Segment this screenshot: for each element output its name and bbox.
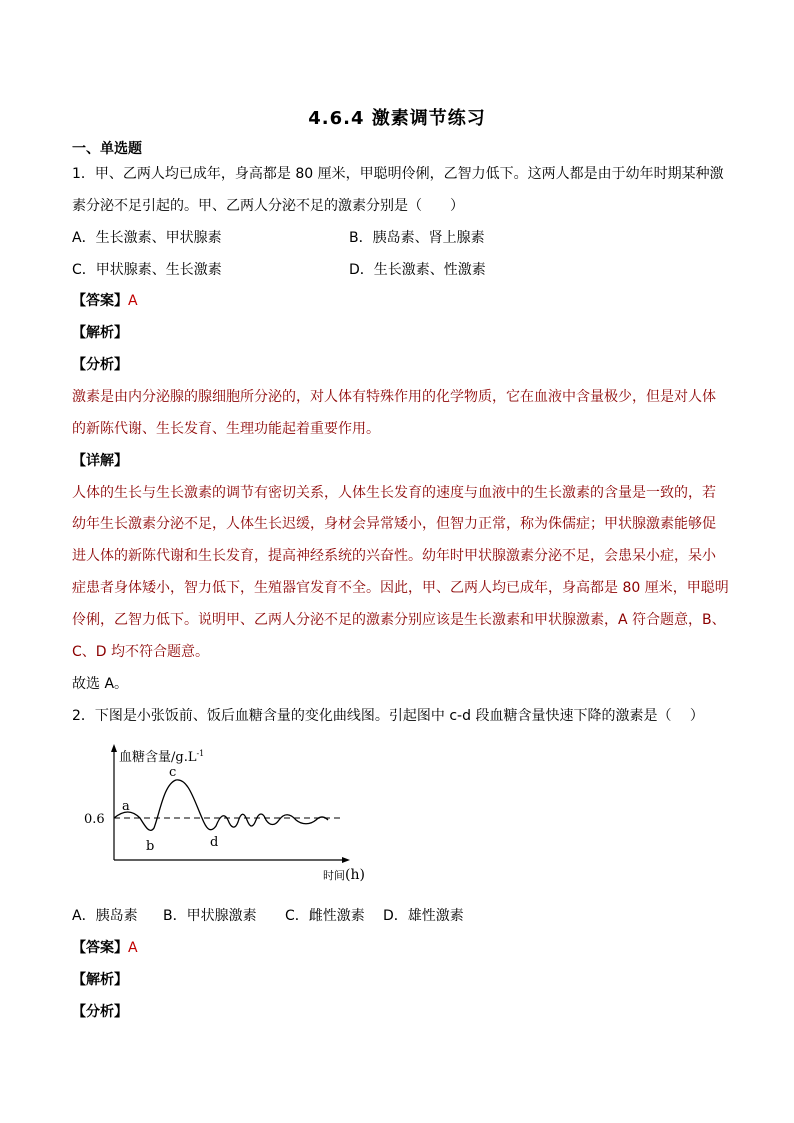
q1-xiangjie-label: 【详解】 <box>72 453 128 469</box>
answer-label: 【答案】 <box>72 940 128 956</box>
tick-0-6: 0.6 <box>84 812 105 827</box>
q2-option-c: C．雌性激素 <box>285 908 365 924</box>
q2-option-b: B．甲状腺激素 <box>163 908 257 924</box>
x-axis-arrow-icon <box>342 857 350 863</box>
q2-fenxi-label: 【分析】 <box>72 1004 128 1020</box>
q2-option-d: D．雄性激素 <box>383 908 464 924</box>
y-axis-arrow-icon <box>111 744 117 752</box>
q1-conclusion: 故选 A。 <box>72 676 129 692</box>
q1-xiangjie-line: 伶俐，乙智力低下。说明甲、乙两人分泌不足的激素分别应该是生长激素和甲状腺激素，A 符合题意，B、 <box>72 612 726 628</box>
q1-xiangjie-line: 幼年生长激素分泌不足，人体生长迟缓，身材会异常矮小，但智力正常，称为侏儒症；甲状腺激素能够促 <box>72 516 716 532</box>
point-label-c: c <box>169 765 177 780</box>
q2-stem: 2．下图是小张饭前、饭后血糖含量的变化曲线图。引起图中 c-d 段血糖含量快速下降的激素是（ ） <box>72 708 704 724</box>
q2-option-a: A．胰岛素 <box>72 908 138 924</box>
q1-xiangjie-line: 人体的生长与生长激素的调节有密切关系，人体生长发育的速度与血液中的生长激素的含量是一致的，若 <box>72 485 716 501</box>
point-label-d: d <box>210 835 219 850</box>
q1-fenxi-line: 的新陈代谢、生长发育、生理功能起着重要作用。 <box>72 421 380 437</box>
y-axis-label: 血糖含量$/g.L^{-1}$ <box>119 749 205 765</box>
q2-jiexi-label: 【解析】 <box>72 972 128 988</box>
q1-jiexi-label: 【解析】 <box>72 325 128 341</box>
answer-label: 【答案】 <box>72 293 128 309</box>
section-heading: 一、单选题 <box>72 141 142 157</box>
point-label-a: a <box>122 799 130 814</box>
q1-option-c: C．甲状腺素、生长激素 <box>72 262 222 278</box>
blood-sugar-curve <box>114 780 328 831</box>
q1-fenxi-label: 【分析】 <box>72 357 128 373</box>
blood-sugar-graph <box>80 742 370 884</box>
answer-value: A <box>128 940 138 956</box>
q1-fenxi-line: 激素是由内分泌腺的腺细胞所分泌的，对人体有特殊作用的化学物质，它在血液中含量极少，但是对人体 <box>72 389 716 405</box>
q1-stem-line1: 1．甲、乙两人均已成年，身高都是 80 厘米，甲聪明伶俐，乙智力低下。这两人都是由于幼年时期某种激 <box>72 166 724 182</box>
x-axis-label: 时间(h) <box>323 867 365 883</box>
q1-xiangjie-line: 进人体的新陈代谢和生长发育，提高神经系统的兴奋性。幼年时甲状腺激素分泌不足，会患呆小症，呆小 <box>72 548 716 564</box>
q1-stem-line2: 素分泌不足引起的。甲、乙两人分泌不足的激素分别是（ ） <box>72 198 464 214</box>
page-title: 4.6.4 激素调节练习 <box>308 108 486 129</box>
q1-xiangjie-line: C、D 均不符合题意。 <box>72 644 210 660</box>
q1-option-d: D．生长激素、性激素 <box>349 262 486 278</box>
q1-answer <box>72 291 138 311</box>
q2-answer <box>72 938 138 958</box>
q1-option-b: B．胰岛素、肾上腺素 <box>349 230 485 246</box>
point-label-b: b <box>146 839 155 854</box>
q1-option-a: A．生长激素、甲状腺素 <box>72 230 222 246</box>
answer-value: A <box>128 293 138 309</box>
q1-xiangjie-line: 症患者身体矮小，智力低下，生殖器官发育不全。因此，甲、乙两人均已成年，身高都是 80 厘米，甲聪明 <box>72 580 729 596</box>
